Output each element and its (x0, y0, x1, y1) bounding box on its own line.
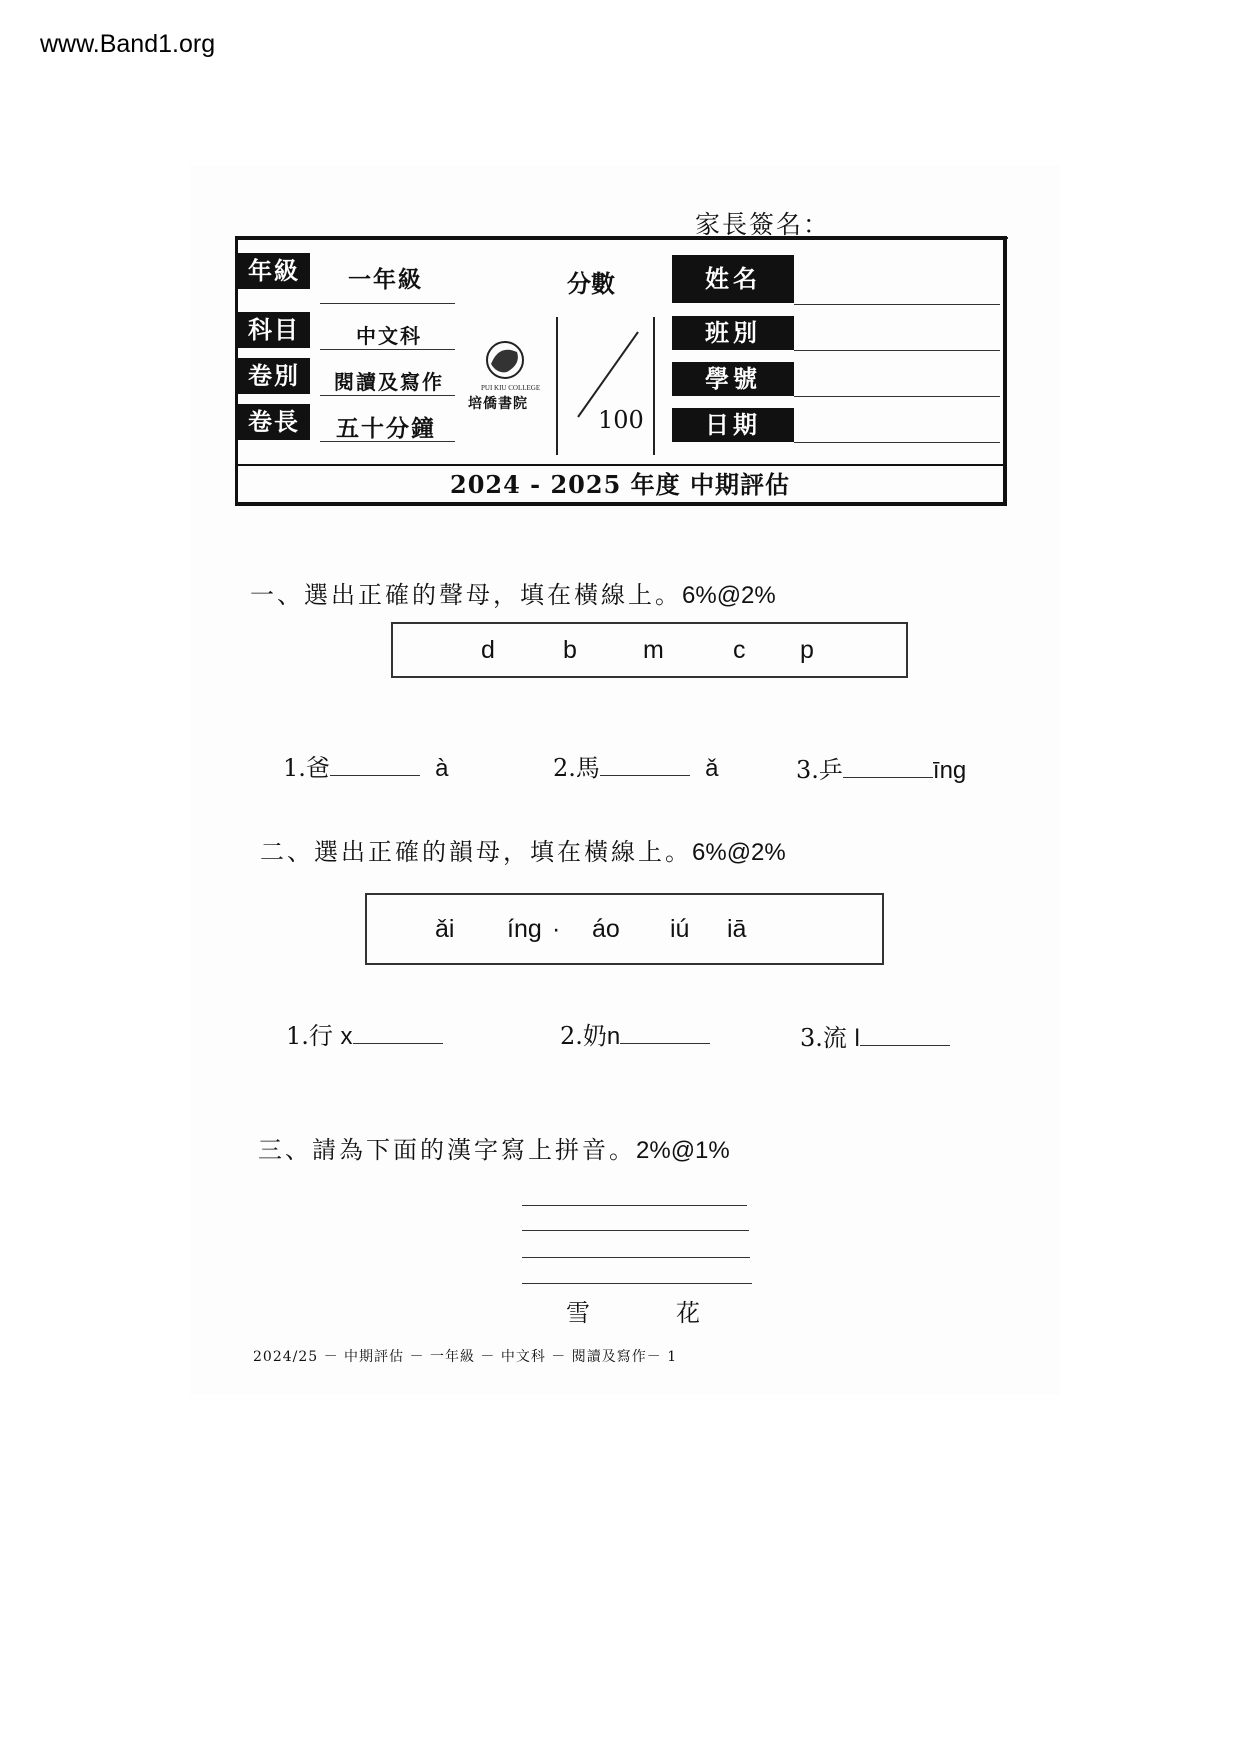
section2-title-text: 二、選出正確的韻母，填在橫線上。 (260, 838, 692, 866)
section1-choice: c (733, 636, 746, 664)
section2-item-initial: x (340, 1023, 353, 1050)
site-watermark[interactable]: www.Band1.org (40, 30, 216, 58)
section2-answer-blank[interactable] (620, 1023, 710, 1044)
section1-score: 6%@2% (682, 582, 776, 609)
subject-label: 科目 (238, 312, 310, 348)
subject-value: 中文科 (356, 324, 422, 348)
section2-choice: íng (507, 915, 542, 943)
duration-underline (320, 441, 455, 442)
section2-item-1 (286, 1016, 443, 1051)
pinyin-writing-line[interactable] (522, 1205, 747, 1206)
section3-title (258, 1130, 730, 1165)
section1-choice: b (563, 636, 577, 664)
paper-value: 閱讀及寫作 (334, 370, 444, 394)
paper-label: 卷別 (238, 358, 310, 394)
date-label: 日期 (672, 408, 794, 442)
section1-title (250, 575, 776, 610)
duration-label: 卷長 (238, 404, 310, 440)
section2-title (260, 832, 786, 867)
section1-item-2 (553, 748, 719, 783)
section1-item-char: 3.乒 (796, 756, 843, 784)
exam-year-title: 2024 - 2025 年度 中期評估 (237, 464, 1003, 504)
section2-choice: ǎi (435, 915, 455, 943)
parent-signature-label: 家長簽名： (695, 210, 831, 239)
section2-item-char: 2.奶 (560, 1022, 607, 1050)
section1-choice: p (800, 636, 814, 664)
class-label: 班別 (672, 316, 794, 350)
section2-item-2 (560, 1016, 710, 1051)
section2-answer-blank[interactable] (353, 1023, 443, 1044)
section1-choice: d (481, 636, 495, 664)
subject-underline (320, 349, 455, 350)
section1-choice-box (391, 622, 908, 678)
pinyin-writing-line[interactable] (522, 1283, 752, 1284)
section1-choice: m (643, 636, 664, 664)
name-label: 姓名 (672, 255, 794, 303)
section1-item-char: 1.爸 (283, 754, 330, 782)
section1-item-final: à (435, 755, 449, 782)
section2-item-char: 3.流 (800, 1024, 847, 1052)
section1-answer-blank[interactable] (330, 755, 420, 776)
score-slash-icon (558, 317, 653, 455)
page-footer: 2024/25 － 中期評估 － 一年級 － 中文科 － 閱讀及寫作－ 1 (253, 1349, 678, 1365)
section1-answer-blank[interactable] (843, 757, 933, 778)
number-field[interactable] (794, 396, 1000, 397)
score-box[interactable] (556, 317, 655, 455)
section1-item-final: ǎ (705, 755, 719, 782)
school-name-zh: 培僑書院 (468, 396, 528, 412)
score-label: 分數 (567, 269, 615, 298)
class-field[interactable] (794, 350, 1000, 351)
section1-item-3 (796, 750, 966, 785)
section2-item-initial: n (606, 1023, 621, 1050)
section3-char: 花 (676, 1299, 700, 1327)
name-field[interactable] (794, 304, 1000, 305)
section2-choice: iā (727, 915, 747, 943)
grade-underline (320, 303, 455, 304)
section2-choice-dot: · (552, 915, 561, 943)
score-max: 100 (598, 406, 644, 434)
school-name-en: PUI KIU COLLEGE (481, 384, 541, 392)
paper-underline (320, 395, 455, 396)
section2-item-initial: l (854, 1025, 860, 1052)
grade-label: 年級 (238, 253, 310, 289)
section1-answer-blank[interactable] (600, 755, 690, 776)
section2-choice: iú (670, 915, 690, 943)
section1-item-char: 2.馬 (553, 754, 600, 782)
number-label: 學號 (672, 362, 794, 396)
section1-item-final: īng (932, 757, 967, 784)
section2-score: 6%@2% (692, 839, 786, 866)
section1-title-text: 一、選出正確的聲母，填在橫線上。 (250, 581, 682, 609)
date-field[interactable] (794, 442, 1000, 443)
pinyin-writing-line[interactable] (522, 1257, 750, 1258)
grade-value: 一年級 (348, 266, 423, 293)
section2-item-3 (800, 1018, 950, 1053)
section3-title-text: 三、請為下面的漢字寫上拼音。 (258, 1136, 636, 1164)
section3-char: 雪 (566, 1299, 590, 1327)
pinyin-writing-line[interactable] (522, 1230, 749, 1231)
section1-item-1 (283, 748, 449, 783)
section2-choice: áo (592, 915, 620, 943)
duration-value: 五十分鐘 (336, 415, 436, 442)
section2-answer-blank[interactable] (860, 1025, 950, 1046)
section2-choice-box (365, 893, 884, 965)
section2-item-char: 1.行 (286, 1022, 333, 1050)
section3-score: 2%@1% (636, 1137, 730, 1164)
